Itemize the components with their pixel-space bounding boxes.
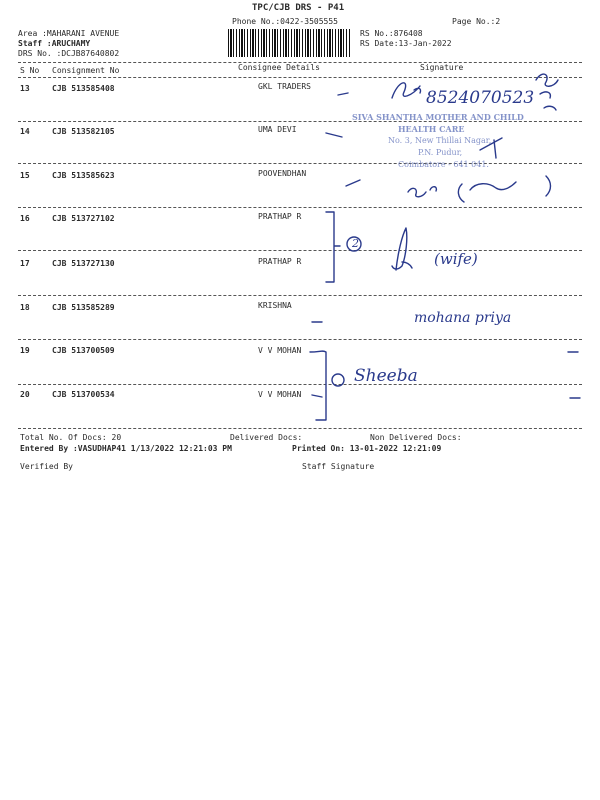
area-field: Area :MAHARANI AVENUE: [18, 29, 120, 38]
stamp-line: P.N. Pudur,: [418, 148, 463, 157]
row-sno: 13: [20, 84, 30, 93]
row-consignee: KRISHNA: [258, 301, 292, 310]
row-consignment: CJB 513700509: [52, 346, 115, 355]
delivered-docs: Delivered Docs:: [230, 433, 303, 442]
row-consignment: CJB 513585623: [52, 171, 115, 180]
row-sno: 15: [20, 171, 30, 180]
staff-field: Staff :ARUCHAMY: [18, 39, 91, 48]
staff-signature: Staff Signature: [302, 462, 375, 471]
handwritten-circled-two: 2: [352, 237, 359, 250]
row-sno: 16: [20, 214, 30, 223]
row-consignment: CJB 513727102: [52, 214, 115, 223]
verified-by: Verified By: [20, 462, 73, 471]
row-consignment: CJB 513727130: [52, 259, 115, 268]
row-consignment: CJB 513582105: [52, 127, 115, 136]
row-consignment: CJB 513585289: [52, 303, 115, 312]
row-consignee: PRATHAP R: [258, 212, 302, 221]
row-consignee: V V MOHAN: [258, 346, 302, 355]
stamp-line: HEALTH CARE: [398, 124, 465, 134]
handwritten-wife-note: (wife): [434, 250, 478, 268]
rs-number: RS No.:876408: [360, 29, 423, 38]
stamp-line: SIVA SHANTHA MOTHER AND CHILD: [352, 112, 524, 122]
row-consignee: V V MOHAN: [258, 390, 302, 399]
handwritten-sheeba: Sheeba: [354, 366, 418, 386]
row-sno: 17: [20, 259, 30, 268]
handwritten-mohana-priya: mohana priya: [414, 310, 512, 326]
non-delivered-docs: Non Delivered Docs:: [370, 433, 462, 442]
entered-by: Entered By :VASUDHAP41 1/13/2022 12:21:03 PM: [20, 444, 232, 453]
row-consignee: GKL TRADERS: [258, 82, 311, 91]
total-docs: Total No. Of Docs: 20: [20, 433, 122, 442]
handwritten-phone: 8524070523: [426, 88, 535, 108]
row-consignee: PRATHAP R: [258, 257, 302, 266]
row-sno: 18: [20, 303, 30, 312]
row-consignee: UMA DEVI: [258, 125, 297, 134]
drs-number: DRS No. :DCJB87640802: [18, 49, 120, 58]
row-sno: 19: [20, 346, 30, 355]
row-consignment: CJB 513700534: [52, 390, 115, 399]
stamp-line: Coimbatore - 641 041.: [398, 160, 489, 169]
stamp-line: No. 3, New Thillai Nagar,: [388, 136, 492, 145]
rs-date: RS Date:13-Jan-2022: [360, 39, 452, 48]
row-consignee: POOVENDHAN: [258, 169, 307, 178]
phone-number: Phone No.:0422-3505555: [232, 17, 338, 26]
page-number: Page No.:2: [452, 17, 501, 26]
column-header-sno: S No: [20, 66, 40, 75]
column-header-consignment: Consignment No: [52, 66, 120, 75]
row-sno: 14: [20, 127, 30, 136]
column-header-signature: Signature: [420, 63, 464, 72]
printed-on: Printed On: 13-01-2022 12:21:09: [292, 444, 442, 453]
row-sno: 20: [20, 390, 30, 399]
column-header-consignee: Consignee Details: [238, 63, 320, 72]
page-title: TPC/CJB DRS - P41: [252, 3, 345, 13]
row-consignment: CJB 513585408: [52, 84, 115, 93]
